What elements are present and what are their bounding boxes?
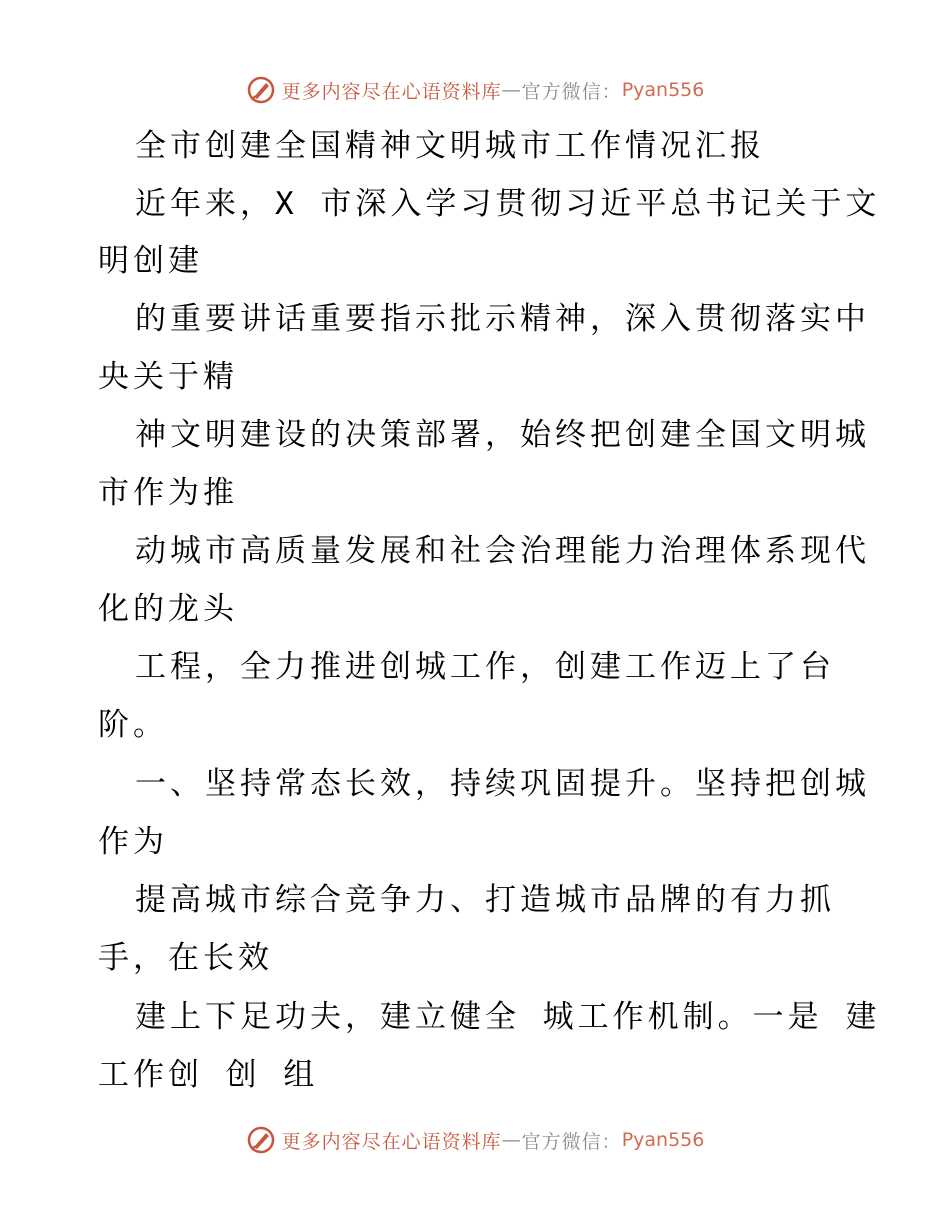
watermark-text: 更多内容尽在心语资料库 — [281, 80, 502, 103]
paragraph-line: 化的龙头 — [98, 591, 238, 627]
watermark-label: 官方微信： — [521, 1130, 622, 1153]
watermark-handle: Pyan556 — [621, 1129, 705, 1151]
paragraph-line: 工作创 创 组 — [98, 1057, 319, 1093]
paragraph-line: 一、坚持常态长效，持续巩固提升。坚持把创城 — [135, 766, 870, 802]
footer-watermark — [0, 1120, 950, 1160]
paragraph-line: 建上下足功夫，建立健全 城工作机制。一是 建 — [135, 999, 881, 1035]
watermark-label: 官方微信： — [521, 80, 622, 103]
paragraph-line: 的重要讲话重要指示批示精神，深入贯彻落实中 — [135, 301, 870, 337]
quill-pen-logo-icon — [246, 1125, 276, 1155]
watermark-separator: — — [501, 1129, 522, 1151]
paragraph-line: 明创建 — [98, 243, 203, 279]
document-title: 全市创建全国精神文明城市工作情况汇报 — [135, 128, 765, 164]
paragraph-line: 作为 — [98, 824, 168, 860]
paragraph-line: 手，在长效 — [98, 940, 273, 976]
paragraph-line: 近年来，X 市深入学习贯彻习近平总书记关于文 — [135, 186, 881, 222]
header-watermark — [0, 70, 950, 110]
watermark-text: 更多内容尽在心语资料库 — [281, 1130, 502, 1153]
paragraph-line: 神文明建设的决策部署，始终把创建全国文明城 — [135, 417, 870, 453]
paragraph-line: 央关于精 — [98, 359, 238, 395]
watermark-handle: Pyan556 — [621, 79, 705, 101]
paragraph-line: 市作为推 — [98, 475, 238, 511]
paragraph-line: 阶。 — [98, 707, 168, 743]
paragraph-line: 提高城市综合竞争力、打造城市品牌的有力抓 — [135, 882, 835, 918]
paragraph-line: 动城市高质量发展和社会治理能力治理体系现代 — [135, 533, 870, 569]
quill-pen-logo-icon — [246, 75, 276, 105]
watermark-separator: — — [501, 79, 522, 101]
paragraph-line: 工程，全力推进创城工作，创建工作迈上了台 — [135, 649, 835, 685]
